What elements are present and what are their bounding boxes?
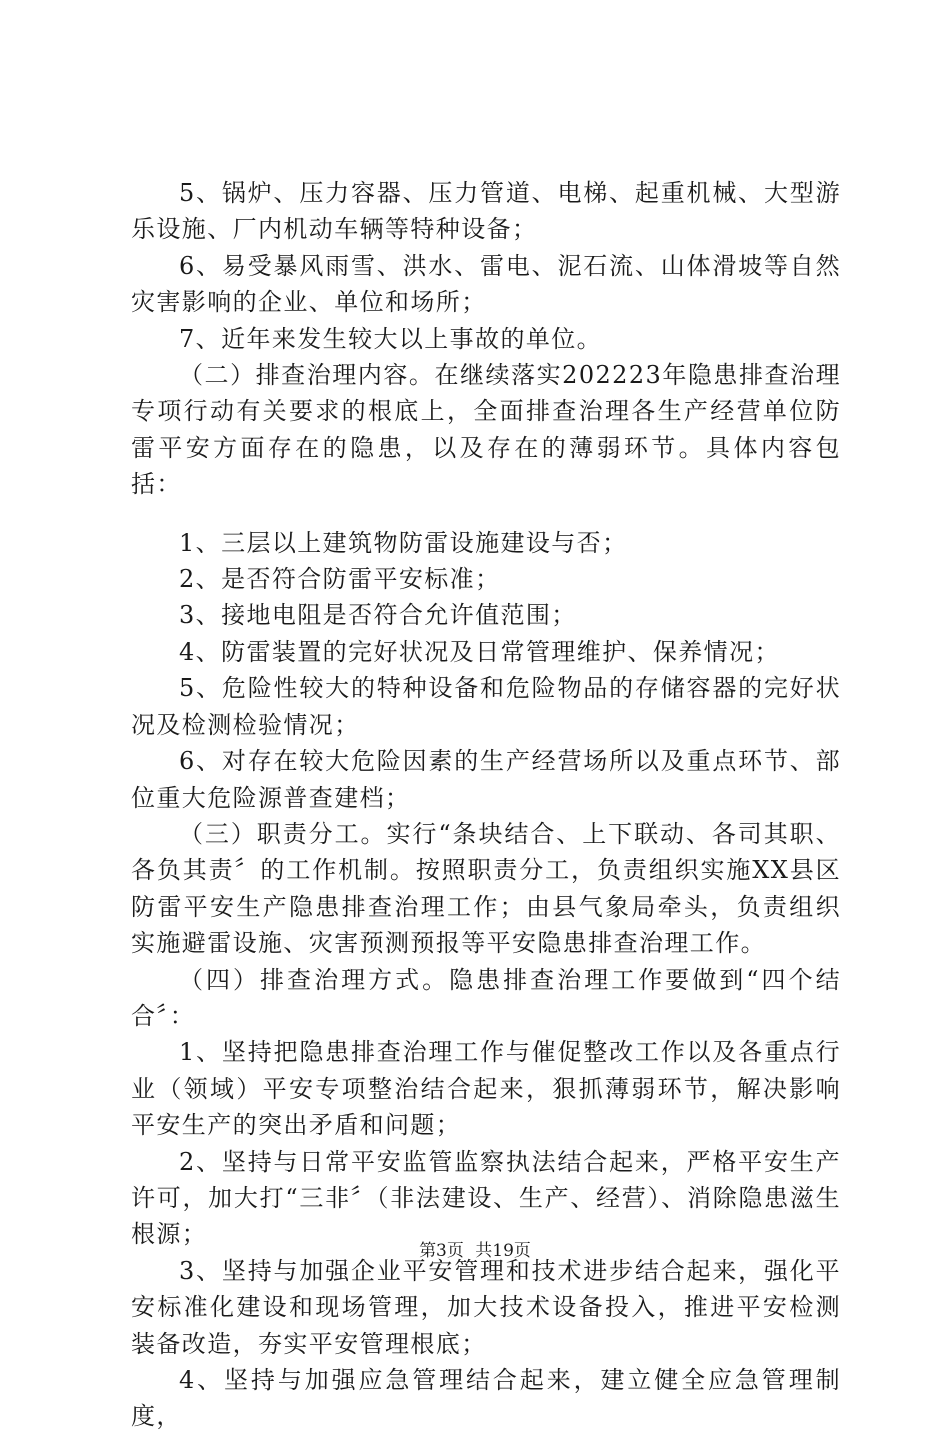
paragraph-item-5-special-equipment: 5、锅炉、压力容器、压力管道、电梯、起重机械、大型游乐设施、厂内机动车辆等特种设备； bbox=[131, 179, 841, 244]
paragraph-content-item-2: 2、是否符合防雷平安标准； bbox=[179, 565, 501, 594]
paragraph-item-7-accident-units: 7、近年来发生较大以上事故的单位。 bbox=[179, 324, 603, 353]
paragraph-item-6-natural-disasters: 6、易受暴风雨雪、洪水、雷电、泥石流、山体滑坡等自然灾害影响的企业、单位和场所； bbox=[131, 251, 841, 317]
paragraph-content-item-4: 4、防雷装置的完好状况及日常管理维护、保养情况； bbox=[179, 637, 780, 666]
paragraph-section-2-content: （二）排查治理内容。在继续落实202223年隐患排查治理专项行动有关要求的根底上，全面排查治理各生产经营单位防雷平安方面存在的隐患，以及存在的薄弱环节。具体内容包括： bbox=[131, 361, 841, 499]
paragraph-section-4-method: （四）排查治理方式。隐患排查治理工作要做到“四个结合〞： bbox=[131, 965, 841, 1030]
paragraph-method-item-1: 1、坚持把隐患排查治理工作与催促整改工作以及各重点行业（领域）平安专项整治结合起来，狠抓薄弱环节，解决影响平安生产的突出矛盾和问题； bbox=[131, 1038, 841, 1140]
page-number: 第3页 bbox=[419, 1241, 464, 1261]
paragraph-method-item-4: 4、坚持与加强应急管理结合起来，建立健全应急管理制度， bbox=[131, 1366, 841, 1431]
page-footer bbox=[0, 1241, 950, 1261]
paragraph-content-item-5: 5、危险性较大的特种设备和危险物品的存储容器的完好状况及检测检验情况； bbox=[131, 674, 841, 739]
paragraph-method-item-3: 3、坚持与加强企业平安管理和技术进步结合起来，强化平安标准化建设和现场管理，加大技术设备投入，推进平安检测装备改造，夯实平安管理根底； bbox=[131, 1256, 841, 1358]
paragraph-section-3-duties: （三）职责分工。实行“条块结合、上下联动、各司其职、各负其责〞的工作机制。按照职责分工，负责组织实施XX县区防雷平安生产隐患排查治理工作；由县气象局牵头，负责组织实施避雷设施、灾害预测预报等平安隐患排查治理工作。 bbox=[131, 819, 841, 958]
paragraph-content-item-1: 1、三层以上建筑物防雷设施建设与否； bbox=[179, 528, 628, 557]
paragraph-method-item-2: 2、坚持与日常平安监管监察执法结合起来，严格平安生产许可，加大打“三非〞（非法建设、生产、经营）、消除隐患滋生根源； bbox=[131, 1147, 841, 1249]
paragraph-content-item-6: 6、对存在较大危险因素的生产经营场所以及重点环节、部位重大危险源普查建档； bbox=[131, 747, 841, 812]
paragraph-content-item-3: 3、接地电阻是否符合允许值范围； bbox=[179, 601, 577, 630]
page-total: 共19页 bbox=[475, 1241, 531, 1261]
